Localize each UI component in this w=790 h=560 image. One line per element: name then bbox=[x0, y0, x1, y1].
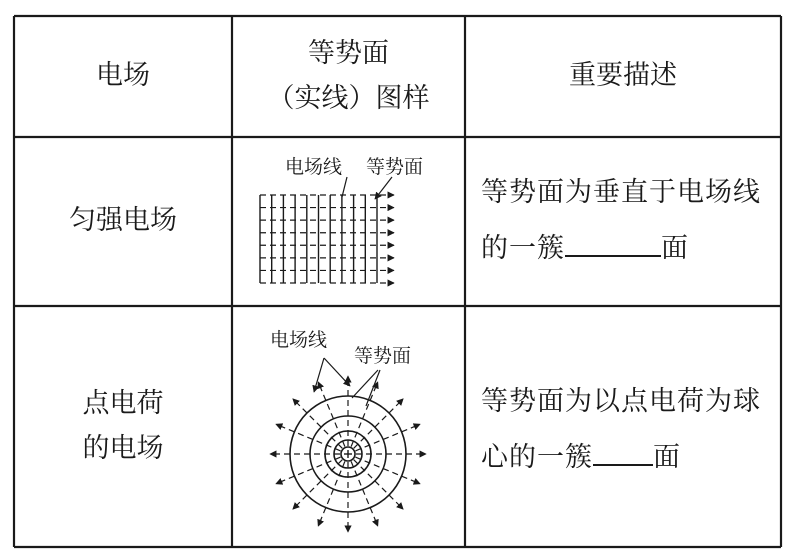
equipotential-planes bbox=[260, 195, 377, 283]
uniform-field-line-label: 电场线 bbox=[285, 156, 343, 178]
header-description bbox=[465, 16, 781, 137]
uniform-field-label: 匀强电场 bbox=[69, 205, 177, 237]
point-description bbox=[481, 374, 776, 486]
row-uniform-field-name bbox=[14, 137, 232, 306]
uniform-field-figure bbox=[232, 137, 465, 306]
positive-charge bbox=[344, 450, 352, 458]
header-figure-text: 等势面 （实线）图样 bbox=[267, 37, 430, 114]
uniform-description bbox=[481, 165, 776, 277]
header-figure bbox=[232, 16, 465, 137]
point-charge-label: 点电荷 的电场 bbox=[82, 387, 164, 464]
row-point-charge-name bbox=[14, 306, 232, 547]
point-field-line-label: 电场线 bbox=[270, 329, 328, 351]
point-charge-figure bbox=[232, 306, 465, 547]
header-field bbox=[14, 16, 232, 137]
label-pointers bbox=[342, 177, 392, 199]
point-description-tail: 面 bbox=[653, 442, 681, 473]
point-equipotential-label: 等势面 bbox=[354, 345, 412, 367]
uniform-description-tail: 面 bbox=[661, 233, 689, 264]
uniform-equipotential-label: 等势面 bbox=[366, 156, 424, 178]
uniform-description-text: 等势面为垂直于电场线的一簇 bbox=[481, 177, 761, 264]
header-field-text: 电场 bbox=[96, 60, 150, 92]
field-lines bbox=[260, 195, 394, 283]
header-description-text: 重要描述 bbox=[569, 60, 677, 92]
uniform-blank[interactable] bbox=[565, 225, 661, 257]
point-blank[interactable] bbox=[593, 434, 653, 466]
point-description-text: 等势面为以点电荷为球心的一簇 bbox=[481, 386, 761, 473]
